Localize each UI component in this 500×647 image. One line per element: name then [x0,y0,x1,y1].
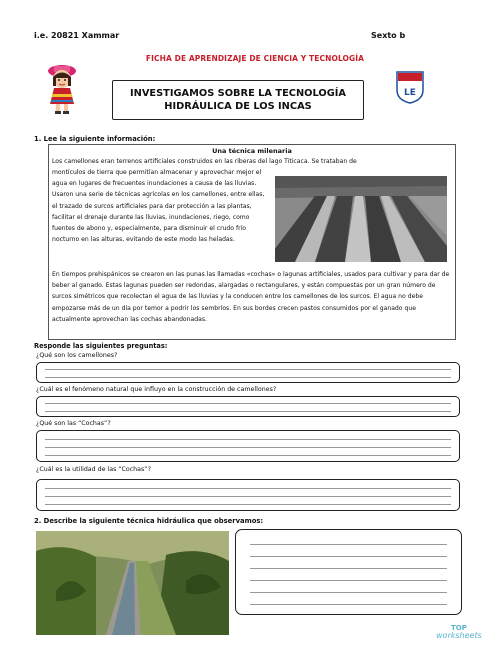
description-answer-field[interactable] [235,529,462,615]
reading-title: Una técnica milenaria [212,147,292,155]
school-logo [395,70,425,104]
grade-label: Sexto b [371,31,406,40]
section-2-heading: 2. Describe la siguiente técnica hidráulica que observamos: [34,517,264,525]
brand-name: worksheets [436,631,482,640]
section-1-heading: 1. Lee la siguiente información: [34,135,156,143]
andean-girl-illustration [44,64,80,114]
reading-line-1: Los camellones eran terrenos artificiales construidos en las riberas del lago Titicaca. Se trataban de [52,158,357,165]
reading-paragraph-2: En tiempos prehispánicos se crearon en las punas las llamadas «cochas» o lagunas artificiales, usados para cultivar y para dar de beber al ganado. Estas lagunas pueden ser redondas, alargadas o rectangulares, y están compuestas por un gran número de surcos simétricos que recolectan el agua de las lluvias y la conducen entre los camellones de los surcos. El agua no debe empozarse más de un día por temor a podrir los sembríos. En sus bordes crecen pastos consumidos por el ganado que actualmente aprovechan las cochas abandonadas. [52,271,450,323]
answer-field-2[interactable] [36,396,460,417]
question-2: ¿Cuál es el fenómeno natural que influyo en la construcción de camellones? [36,386,277,393]
camellones-photo [275,176,447,262]
brand-top: TOP [450,624,467,632]
reading-paragraph-1: montículos de tierra que permitían almacenar y aprovechar mejor el agua en lugares de frecuentes inundaciones a causa de las lluvias. Usaron una serie de técnicas agrícolas en los camellones, entre ellas, el trazado de surcos artificiales para dar protección a las plantas, facilitar el drenaje durante las lluvias, inundaciones, riego, como fuentes de abono y, especialmente, para disminuir el crudo frío nocturno en las alturas, evitando de este modo las heladas. [52,169,265,244]
answer-field-3[interactable] [36,430,460,462]
school-name: i.e. 20821 Xammar [34,31,120,40]
instructions: Responde las siguientes preguntas: [34,342,168,350]
title-line-1: INVESTIGAMOS SOBRE LA TECNOLOGÍA [130,87,346,99]
answer-field-4[interactable] [36,479,460,511]
question-4: ¿Cuál es la utilidad de las “Cochas”? [36,466,151,473]
question-1: ¿Qué son los camellones? [36,352,118,359]
answer-field-1[interactable] [36,362,460,383]
topworksheets-logo [436,624,482,640]
question-3: ¿Qué son las “Cochas”? [36,420,111,427]
title-box [112,80,364,120]
irrigation-canal-photo [36,531,229,635]
title-line-2: HIDRÁULICA DE LOS INCAS [164,101,312,112]
logo-text: LE [404,88,416,98]
subject-heading: FICHA DE APRENDIZAJE DE CIENCIA Y TECNOLOGÍA [145,54,365,63]
